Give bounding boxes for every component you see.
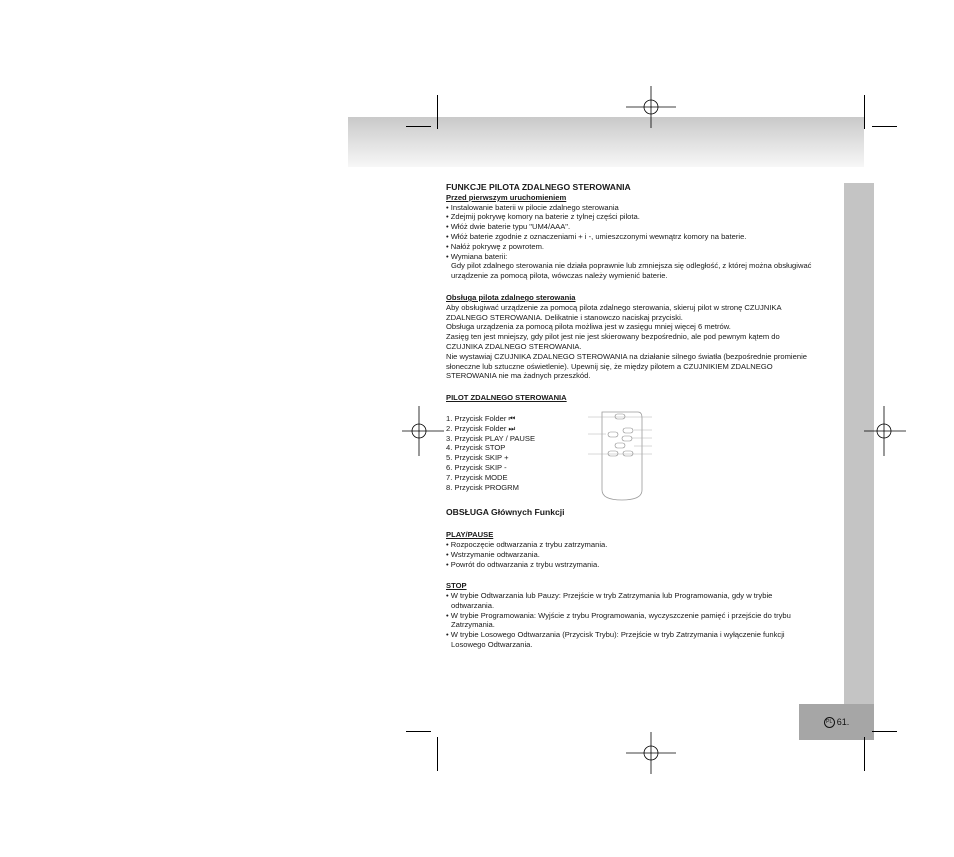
registration-mark-right (862, 404, 908, 458)
text-line: Losowego Odtwarzania. (451, 640, 533, 650)
text-line: • Wymiana baterii: (446, 251, 508, 261)
stop-heading: STOP (446, 581, 467, 591)
list-item: 1. Przycisk Folder ⏮ (446, 413, 516, 423)
text-line: • W trybie Programowania: Wyjście z trybu Programowania, wyczyszczenie pamięć i przejście do trybu (446, 610, 791, 620)
registration-mark-bottom (624, 730, 678, 776)
list-item: 6. Przycisk SKIP - (446, 462, 507, 472)
side-tab (844, 183, 874, 740)
list-item: 2. Przycisk Folder ⏭ (446, 423, 516, 433)
list-item: 8. Przycisk PROGRM (446, 482, 519, 492)
text-line: Obsługa urządzenia za pomocą pilota możliwa jest w zasięgu mniej więcej 6 metrów. (446, 322, 731, 332)
before-first-use-heading: Przed pierwszym uruchomieniem (446, 192, 567, 202)
registration-mark-left (400, 404, 446, 458)
text-line: STEROWANIA nie ma żadnych przeszkód. (446, 371, 591, 381)
remote-operation-heading: Obsługa pilota zdalnego sterowania (446, 292, 576, 302)
page-number: 61. (836, 717, 850, 727)
main-functions-heading: OBSŁUGA Głównych Funkcji (446, 507, 565, 518)
text-line: • Powrót do odtwarzania z trybu wstrzymania. (446, 559, 600, 569)
page-title: FUNKCJE PILOTA ZDALNEGO STEROWANIA (446, 182, 631, 192)
play-pause-heading: PLAY/PAUSE (446, 530, 494, 540)
text-line: Zasięg ten jest mniejszy, gdy pilot jest nie jest skierowany bezpośrednio, ale pod pewnym kątem do (446, 332, 780, 342)
text-line: ZDALNEGO STEROWANIA. Delikatnie i stanowczo naciskaj przyciski. (446, 312, 683, 322)
text-line: • W trybie Losowego Odtwarzania (Przycisk Trybu): Przejście w tryb Zatrzymania i wyłączenie funkcji (446, 630, 785, 640)
text-line: • Rozpoczęcie odtwarzania z trybu zatrzymania. (446, 539, 608, 549)
text-line: słoneczne lub sztuczne oświetlenie). Upewnij się, że między pilotem a CZUJNIKIEM ZDALNEGO (446, 361, 773, 371)
list-item: 4. Przycisk STOP (446, 443, 506, 453)
text-line: • Wstrzymanie odtwarzania. (446, 549, 540, 559)
remote-buttons-heading: PILOT ZDALNEGO STEROWANIA (446, 393, 567, 403)
text-line: • Nałóż pokrywę z powrotem. (446, 241, 545, 251)
text-line: CZUJNIKA ZDALNEGO STEROWANIA. (446, 341, 582, 351)
text-line: • Instalowanie baterii w pilocie zdalnego sterowania (446, 202, 619, 212)
text-line: urządzenie za pomocą pilota, wówczas należy wymienić baterie. (451, 271, 668, 281)
list-item: 3. Przycisk PLAY / PAUSE (446, 433, 536, 443)
list-item: 5. Przycisk SKIP + (446, 453, 509, 463)
text-line: Gdy pilot zdalnego sterowania nie działa poprawnie lub zmniejsza się odległość, z której można obsługiwać (451, 261, 812, 271)
text-line: Aby obsługiwać urządzenie za pomocą pilota zdalnego sterowania, skieruj pilot w stronę CZUJNIKA (446, 302, 782, 312)
page-number-box (799, 704, 874, 740)
text-line: odtwarzania. (451, 600, 495, 610)
language-mark: PL (824, 717, 835, 728)
text-line: Zatrzymania. (451, 620, 495, 630)
list-item: 7. Przycisk MODE (446, 472, 508, 482)
remote-control-illustration (586, 410, 656, 502)
header-band (348, 117, 864, 167)
text-line: • Włóż dwie baterie typu "UM4/AAA". (446, 222, 571, 232)
text-line: • Włóż baterie zgodnie z oznaczeniami + i -, umieszczonymi wewnątrz komory na baterie. (446, 231, 747, 241)
text-line: Nie wystawiaj CZUJNIKA ZDALNEGO STEROWANIA na działanie silnego światła (bezpośrednie promienie (446, 351, 807, 361)
registration-mark-top (624, 84, 678, 130)
text-line: • Zdejmij pokrywę komory na baterie z tylnej części pilota. (446, 212, 640, 222)
text-line: • W trybie Odtwarzania lub Pauzy: Przejście w tryb Zatrzymania lub Programowania, gdy w trybie (446, 591, 773, 601)
